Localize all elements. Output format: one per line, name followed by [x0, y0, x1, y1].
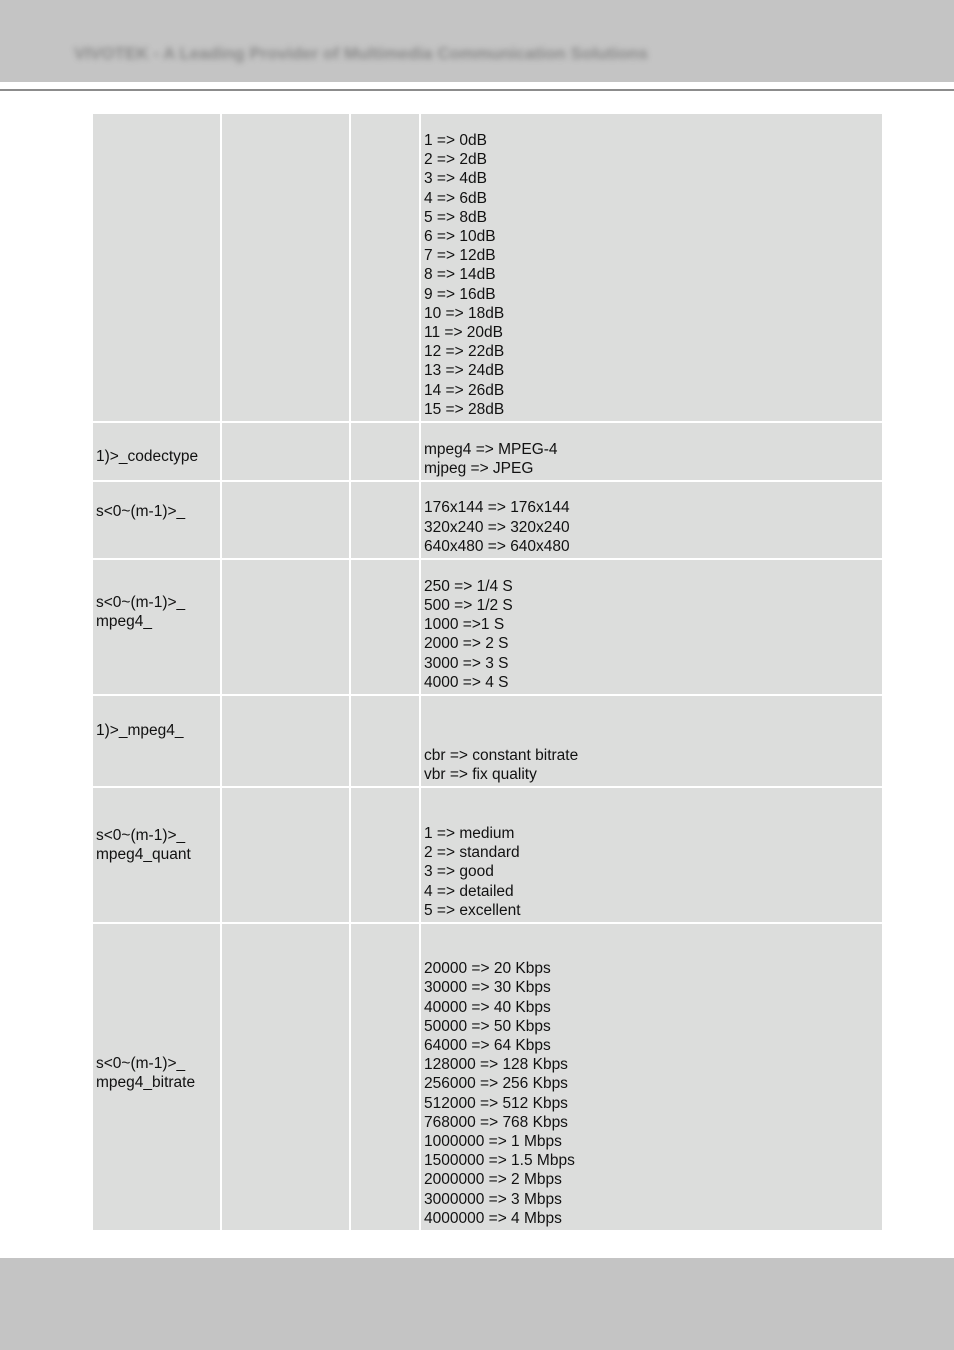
parameter-name-cell [93, 696, 220, 786]
value-mapping: 4000000 => 4 Mbps [424, 1209, 562, 1227]
parameter-name-cell [93, 788, 220, 922]
security-cell [351, 696, 419, 786]
value-mapping: 768000 => 768 Kbps [424, 1113, 568, 1131]
description-cell [421, 924, 882, 1230]
parameter-name-cell [93, 114, 220, 421]
description-cell [421, 560, 882, 694]
parameter-name: mpeg4_ [96, 613, 153, 631]
value-mapping: 3 => 4dB [424, 170, 487, 188]
description-cell [421, 696, 882, 786]
value-mapping: 8 => 14dB [424, 266, 496, 284]
parameter-name: mpeg4_bitrate [96, 1074, 196, 1092]
value-mapping: 5 => 8dB [424, 208, 487, 226]
value-mapping: 9 => 16dB [424, 285, 496, 303]
parameter-name: s<0~(m-1)>_ [96, 594, 186, 611]
value-mapping: 256000 => 256 Kbps [424, 1075, 568, 1093]
table-row [93, 482, 882, 558]
value-mapping: 1 => medium [424, 824, 515, 842]
value-mapping: 640x480 => 640x480 [424, 537, 570, 555]
value-mapping: 12 => 22dB [424, 343, 505, 361]
value-mapping: 2000000 => 2 Mbps [424, 1171, 562, 1189]
value-mapping: 176x144 => 176x144 [424, 499, 570, 517]
parameter-name: s<0~(m-1)>_ [96, 503, 186, 520]
value-mapping: 6 => 10dB [424, 227, 496, 245]
value-mapping: 500 => 1/2 S [424, 596, 513, 614]
parameter-name: 1)>_codectype [96, 448, 199, 465]
value-mapping: cbr => constant bitrate [424, 746, 579, 764]
value-mapping: 50000 => 50 Kbps [424, 1017, 551, 1035]
value-mapping: 4000 => 4 S [424, 673, 509, 691]
security-cell [351, 788, 419, 922]
value-mapping: 13 => 24dB [424, 362, 505, 380]
description-cell [421, 788, 882, 922]
value-mapping: 512000 => 512 Kbps [424, 1094, 568, 1112]
parameter-name-cell [93, 482, 220, 558]
value-mapping: mpeg4 => MPEG-4 [424, 440, 558, 458]
default-value-cell [222, 482, 349, 558]
header-text: VIVOTEK - A Leading Provider of Multimedia Communication Solutions [74, 44, 648, 63]
security-cell [351, 423, 419, 480]
value-mapping: 1000 =>1 S [424, 616, 505, 634]
parameter-name: mpeg4_quant [96, 846, 191, 864]
default-value-cell [222, 788, 349, 922]
value-mapping: 1000000 => 1 Mbps [424, 1132, 562, 1150]
value-mapping: 15 => 28dB [424, 400, 505, 418]
value-mapping: 4 => detailed [424, 882, 514, 900]
value-mapping: 320x240 => 320x240 [424, 518, 570, 536]
value-mapping: 250 => 1/4 S [424, 577, 513, 595]
value-mapping: vbr => fix quality [424, 765, 537, 783]
table-row [93, 788, 882, 922]
value-mapping: 5 => excellent [424, 901, 521, 919]
security-cell [351, 924, 419, 1230]
value-mapping: 128000 => 128 Kbps [424, 1056, 568, 1074]
value-mapping: 2 => standard [424, 844, 520, 862]
parameter-name-cell [93, 924, 220, 1230]
value-mapping: 40000 => 40 Kbps [424, 998, 551, 1016]
value-mapping: 1500000 => 1.5 Mbps [424, 1152, 575, 1170]
default-value-cell [222, 560, 349, 694]
parameter-name-cell [93, 560, 220, 694]
description-cell [421, 482, 882, 558]
table-row [93, 114, 882, 421]
security-cell [351, 114, 419, 421]
table-row [93, 924, 882, 1230]
value-mapping: 3 => good [424, 863, 494, 881]
description-cell [421, 423, 882, 480]
value-mapping: 30000 => 30 Kbps [424, 979, 551, 997]
parameter-name: s<0~(m-1)>_ [96, 827, 186, 844]
value-mapping: 11 => 20dB [424, 323, 504, 341]
page-header [0, 0, 954, 82]
value-mapping: 7 => 12dB [424, 247, 496, 265]
table-row [93, 423, 882, 480]
value-mapping: 4 => 6dB [424, 189, 487, 207]
value-mapping: 3000000 => 3 Mbps [424, 1190, 562, 1208]
table-row [93, 560, 882, 694]
parameter-name: 1)>_mpeg4_ [96, 722, 184, 739]
value-mapping: 2 => 2dB [424, 151, 487, 169]
value-mapping: 2000 => 2 S [424, 635, 509, 653]
parameter-name-cell [93, 423, 220, 480]
default-value-cell [222, 696, 349, 786]
page-footer [0, 1258, 954, 1350]
value-mapping: 1 => 0dB [424, 131, 487, 149]
security-cell [351, 560, 419, 694]
value-mapping: mjpeg => JPEG [424, 459, 534, 477]
description-cell [421, 114, 882, 421]
value-mapping: 20000 => 20 Kbps [424, 960, 551, 978]
value-mapping: 14 => 26dB [424, 381, 505, 399]
security-cell [351, 482, 419, 558]
parameter-name: s<0~(m-1)>_ [96, 1055, 186, 1072]
default-value-cell [222, 423, 349, 480]
header-rule [0, 89, 954, 91]
value-mapping: 64000 => 64 Kbps [424, 1036, 551, 1054]
default-value-cell [222, 924, 349, 1230]
value-mapping: 3000 => 3 S [424, 654, 509, 672]
default-value-cell [222, 114, 349, 421]
value-mapping: 10 => 18dB [424, 304, 505, 322]
table-row [93, 696, 882, 786]
